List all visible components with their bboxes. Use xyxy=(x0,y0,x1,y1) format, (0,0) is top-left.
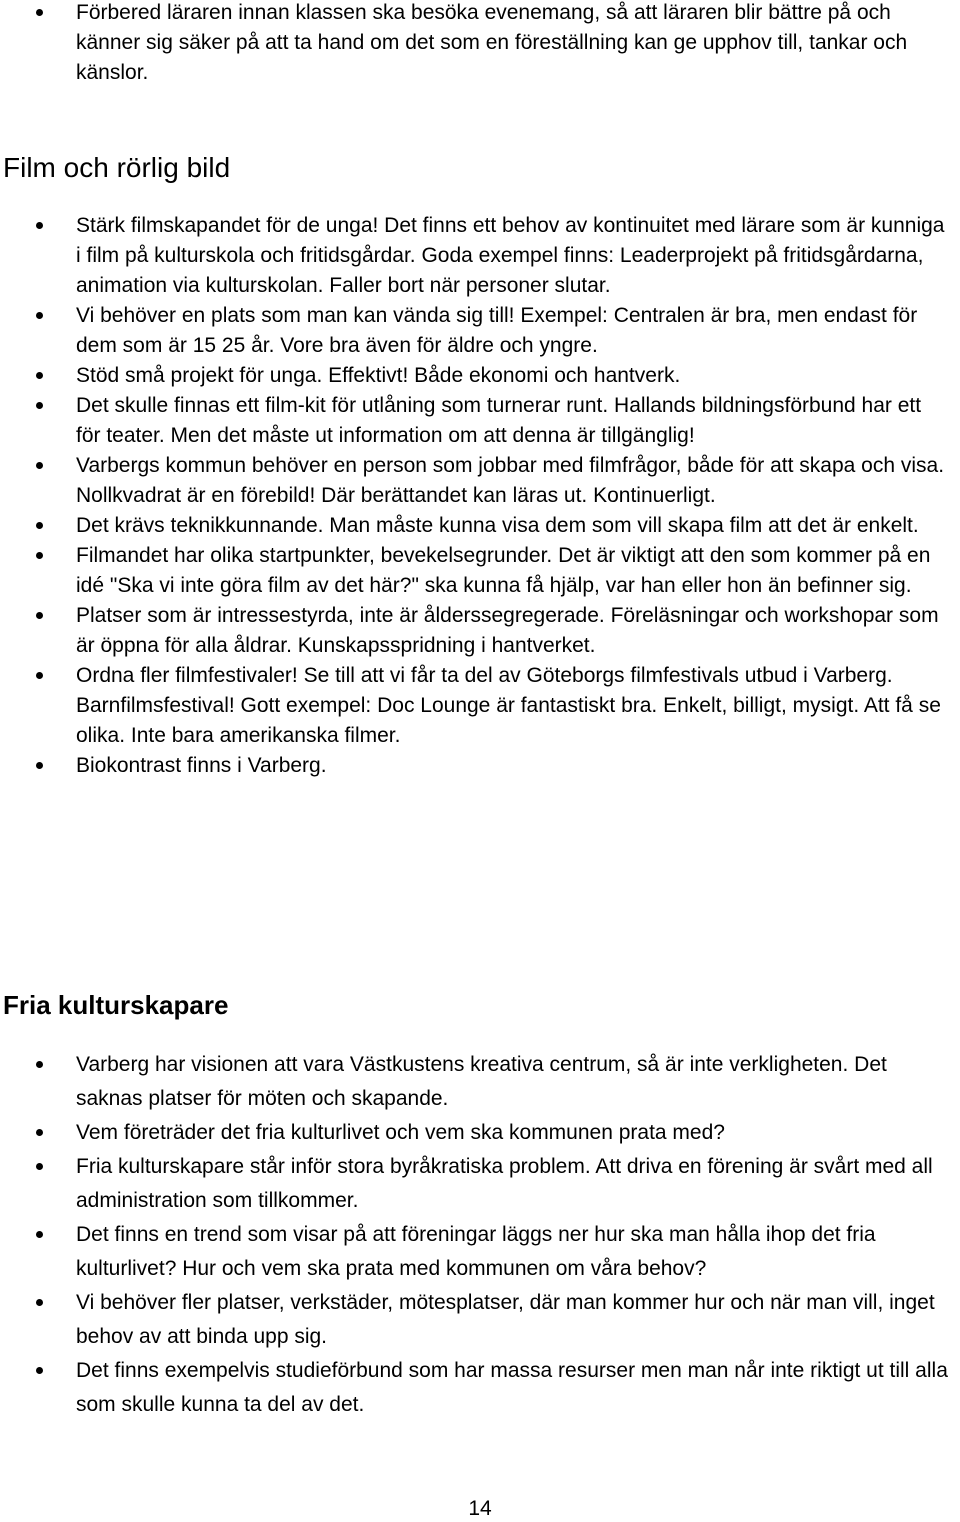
section-heading-fria-kulturskapare: Fria kulturskapare xyxy=(3,990,229,1020)
bullet-icon xyxy=(36,312,43,319)
list-item-text: Förbered läraren innan klassen ska besöka evenemang, så att läraren blir bättre på och känner sig säker på att ta hand om det som en föreställning kan ge upphov till, tankar och känslor. xyxy=(76,1,908,84)
bullet-icon xyxy=(36,522,43,529)
bullet-icon xyxy=(36,1299,43,1306)
fria-bullet-list xyxy=(0,1048,960,1422)
page-number: 14 xyxy=(468,1497,492,1520)
list-item-text: Varbergs kommun behöver en person som jobbar med filmfrågor, både för att skapa och visa. Nollkvadrat är en förebild! Där berättandet kan läras ut. Kontinuerligt. xyxy=(76,454,945,507)
list-item-text: Filmandet har olika startpunkter, bevekelsegrunder. Det är viktigt att den som kommer på en idé "Ska vi inte göra film av det här?" ska kunna få hjälp, var han eller hon än befinner sig. xyxy=(76,544,931,597)
list-item-text: Biokontrast finns i Varberg. xyxy=(76,754,327,777)
list-item xyxy=(0,1218,960,1286)
list-item-text: Stöd små projekt för unga. Effektivt! Både ekonomi och hantverk. xyxy=(76,364,681,387)
list-item xyxy=(0,301,960,361)
list-item-text: Det skulle finnas ett film-kit för utlåning som turnerar runt. Hallands bildningsförbund har ett för teater. Men det måste ut information om att denna är tillgänglig! xyxy=(76,394,922,447)
list-item xyxy=(0,1354,960,1422)
bullet-icon xyxy=(36,402,43,409)
list-item-text: Vi behöver fler platser, verkstäder, mötesplatser, där man kommer hur och när man vill, inget behov av att binda upp sig. xyxy=(76,1291,935,1348)
list-item-text: Vi behöver en plats som man kan vända sig till! Exempel: Centralen är bra, men endast för dem som är 15 25 år. Vore bra även för äldre och yngre. xyxy=(76,304,918,357)
section-heading-film: Film och rörlig bild xyxy=(3,152,231,183)
list-item-text: Fria kulturskapare står inför stora byråkratiska problem. Att driva en förening är svårt med all administration som tillkommer. xyxy=(76,1155,933,1212)
bullet-icon xyxy=(36,1163,43,1170)
list-item-text: Vem företräder det fria kulturlivet och vem ska kommunen prata med? xyxy=(76,1121,725,1144)
film-bullet-list xyxy=(0,211,960,781)
bullet-icon xyxy=(36,9,43,16)
list-item xyxy=(0,1286,960,1354)
bullet-icon xyxy=(36,612,43,619)
list-item xyxy=(0,541,960,601)
bullet-icon xyxy=(36,222,43,229)
list-item-text: Det krävs teknikkunnande. Man måste kunna visa dem som vill skapa film att det är enkelt. xyxy=(76,514,919,537)
list-item xyxy=(0,391,960,451)
list-item xyxy=(0,361,960,391)
bullet-icon xyxy=(36,1129,43,1136)
bullet-icon xyxy=(36,672,43,679)
list-item xyxy=(0,751,960,781)
list-item xyxy=(0,211,960,301)
list-item-text: Det finns exempelvis studieförbund som har massa resurser men man når inte riktigt ut till alla som skulle kunna ta del av det. xyxy=(76,1359,948,1416)
list-item xyxy=(0,661,960,751)
bullet-icon xyxy=(36,462,43,469)
list-item-text: Ordna fler filmfestivaler! Se till att vi får ta del av Göteborgs filmfestivals utbud i Varberg. Barnfilmsfestival! Gott exempel: Doc Lounge är fantastiskt bra. Enkelt, billigt, mysigt. Att få se olika. Inte bara amerikanska filmer. xyxy=(76,664,941,747)
list-item xyxy=(0,0,960,88)
list-item xyxy=(0,1048,960,1116)
bullet-icon xyxy=(36,1367,43,1374)
bullet-icon xyxy=(36,762,43,769)
list-item-text: Platser som är intressestyrda, inte är ålderssegregerade. Föreläsningar och workshopar som är öppna för alla åldrar. Kunskapsspridning i hantverket. xyxy=(76,604,939,657)
list-item-text: Varberg har visionen att vara Västkustens kreativa centrum, så är inte verkligheten. Det saknas platser för möten och skapande. xyxy=(76,1053,887,1110)
list-item-text: Stärk filmskapandet för de unga! Det finns ett behov av kontinuitet med lärare som är kunniga i film på kulturskola och fritidsgårdar. Goda exempel finns: Leaderprojekt på fritidsgårdarna, animation via kulturskolan. Faller bort när personer slutar. xyxy=(76,214,945,297)
list-item xyxy=(0,601,960,661)
bullet-icon xyxy=(36,372,43,379)
list-item xyxy=(0,1150,960,1218)
list-item xyxy=(0,511,960,541)
list-item-text: Det finns en trend som visar på att föreningar läggs ner hur ska man hålla ihop det fria kulturlivet? Hur och vem ska prata med kommunen om våra behov? xyxy=(76,1223,876,1280)
bullet-icon xyxy=(36,1061,43,1068)
bullet-icon xyxy=(36,1231,43,1238)
list-item xyxy=(0,1116,960,1150)
intro-bullet-list xyxy=(0,0,960,88)
list-item xyxy=(0,451,960,511)
bullet-icon xyxy=(36,552,43,559)
